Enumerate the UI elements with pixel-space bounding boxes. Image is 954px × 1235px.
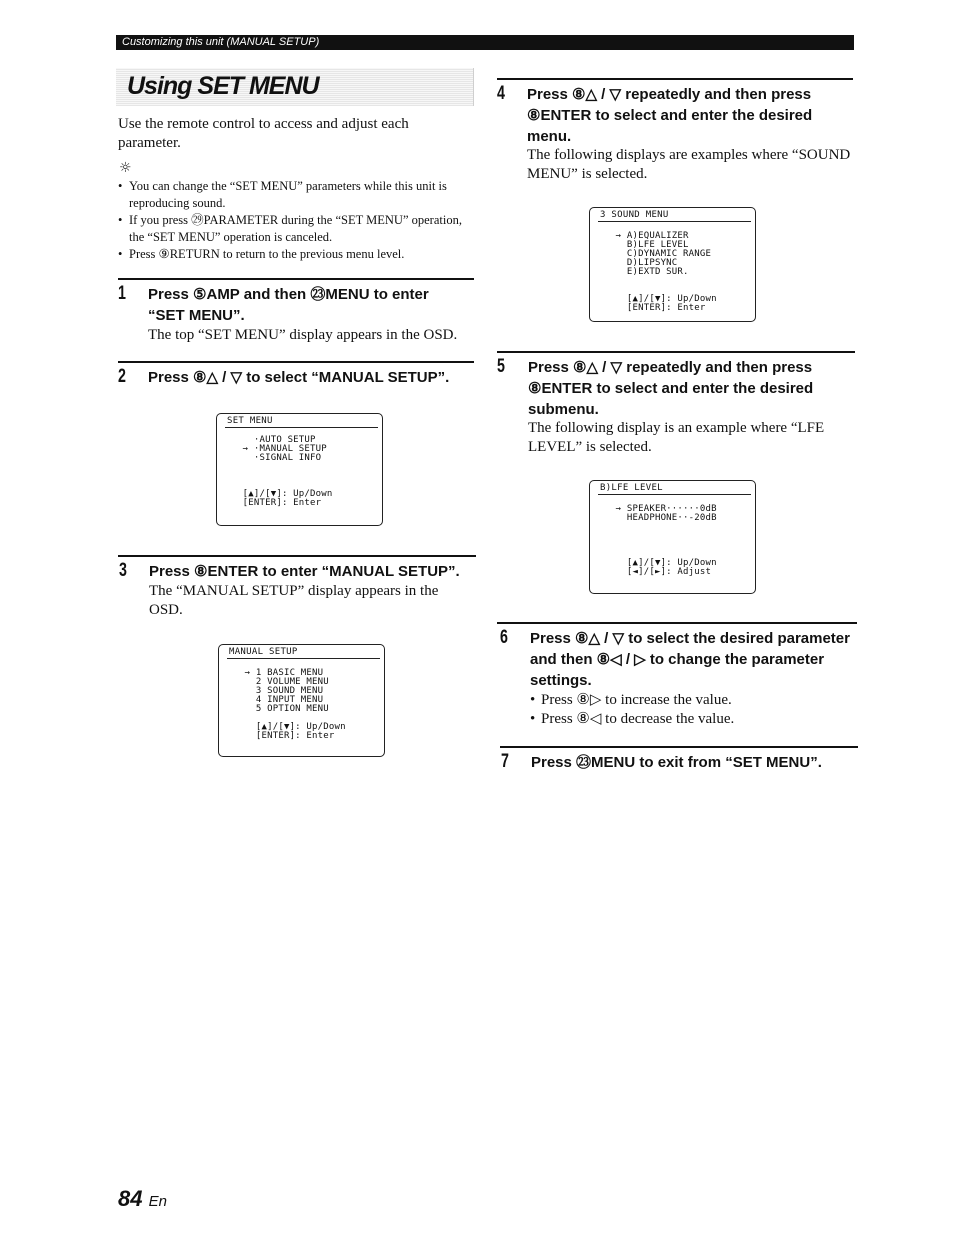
osd-title: B)LFE LEVEL xyxy=(600,483,663,493)
step-heading: Press ⑧△ / ▽ to select the desired parameter and then ⑧◁ / ▷ to change the parameter settings. xyxy=(530,630,850,689)
step-heading: Press ⑤AMP and then ㉓MENU to enter “SET MENU”. xyxy=(148,286,429,324)
osd-title: 3 SOUND MENU xyxy=(600,210,669,220)
list-item: • Press ⑧▷ to increase the value. xyxy=(530,691,850,710)
page-title-box xyxy=(116,68,474,106)
osd-manual-setup xyxy=(218,644,385,757)
step-number: 5 xyxy=(497,356,505,377)
page-number-value: 84 xyxy=(118,1186,143,1211)
step-number: 7 xyxy=(501,751,509,772)
step-number: 4 xyxy=(497,83,505,104)
osd-title-rule xyxy=(598,494,751,495)
osd-body: ·AUTO SETUP → ·MANUAL SETUP ·SIGNAL INFO [▲]/[▼]: Up/Down [ENTER]: Enter xyxy=(242,435,333,508)
step-divider xyxy=(497,78,853,80)
step-description: The top “SET MENU” display appears in the OSD. xyxy=(148,327,458,343)
osd-title: MANUAL SETUP xyxy=(229,647,298,657)
page-number xyxy=(118,1186,167,1212)
osd-set-menu xyxy=(216,413,383,526)
step-number: 2 xyxy=(118,366,126,387)
osd-body: → SPEAKER······0dB HEADPHONE··-20dB [▲]/[▼]: Up/Down [◄]/[►]: Adjust xyxy=(615,504,717,577)
step-number: 6 xyxy=(500,627,508,648)
tip-item: • You can change the “SET MENU” parameters while this unit is reproducing sound. xyxy=(118,178,473,212)
tip-item: • Press ⑨RETURN to return to the previous menu level. xyxy=(118,246,473,263)
section-header-label: Customizing this unit (MANUAL SETUP) xyxy=(122,36,320,48)
osd-title-rule xyxy=(227,658,380,659)
osd-body: → 1 BASIC MENU 2 VOLUME MENU 3 SOUND MENU 4 INPUT MENU 5 OPTION MENU [▲]/[▼]: Up/Down [ENTER]: Enter xyxy=(244,668,346,741)
step-bullets xyxy=(530,691,850,729)
osd-title-rule xyxy=(598,221,751,222)
step-heading: Press ㉓MENU to exit from “SET MENU”. xyxy=(531,754,822,771)
step-number: 3 xyxy=(119,560,127,581)
step-heading: Press ⑧△ / ▽ repeatedly and then press ⑧ENTER to select and enter the desired menu. xyxy=(527,86,813,145)
step-divider xyxy=(118,278,474,280)
osd-body: → A)EQUALIZER B)LFE LEVEL C)DYNAMIC RANGE D)LIPSYNC E)EXTD SUR. [▲]/[▼]: Up/Down [ENTER]: Enter xyxy=(615,231,717,313)
section-header-bar xyxy=(116,35,854,50)
osd-sound-menu xyxy=(589,207,756,322)
tips-list xyxy=(118,178,473,263)
page-title: Using SET MENU xyxy=(127,72,319,100)
step-heading: Press ⑧△ / ▽ to select “MANUAL SETUP”. xyxy=(148,369,450,386)
page-language: En xyxy=(148,1193,167,1210)
step-divider xyxy=(500,746,858,748)
step-divider xyxy=(497,622,857,624)
step-description: The “MANUAL SETUP” display appears in the OSD. xyxy=(149,583,439,618)
intro-text: Use the remote control to access and adjust each parameter. xyxy=(118,116,409,151)
osd-title-rule xyxy=(225,427,378,428)
osd-title: SET MENU xyxy=(227,416,273,426)
step-heading: Press ⑧△ / ▽ repeatedly and then press ⑧ENTER to select and enter the desired submenu. xyxy=(528,359,814,418)
step-heading: Press ⑧ENTER to enter “MANUAL SETUP”. xyxy=(149,563,460,580)
step-divider xyxy=(497,351,855,353)
step-divider xyxy=(118,361,474,363)
step-description: The following display is an example where “LFE LEVEL” is selected. xyxy=(528,420,825,455)
osd-lfe-level xyxy=(589,480,756,594)
list-item: • Press ⑧◁ to decrease the value. xyxy=(530,710,850,729)
tip-item: • If you press ㉙PARAMETER during the “SET MENU” operation, the “SET MENU” operation is canceled. xyxy=(118,212,473,246)
step-divider xyxy=(118,555,476,557)
step-number: 1 xyxy=(118,283,126,304)
tip-icon: ☼ xyxy=(119,160,132,176)
step-description: The following displays are examples where “SOUND MENU” is selected. xyxy=(527,147,851,182)
